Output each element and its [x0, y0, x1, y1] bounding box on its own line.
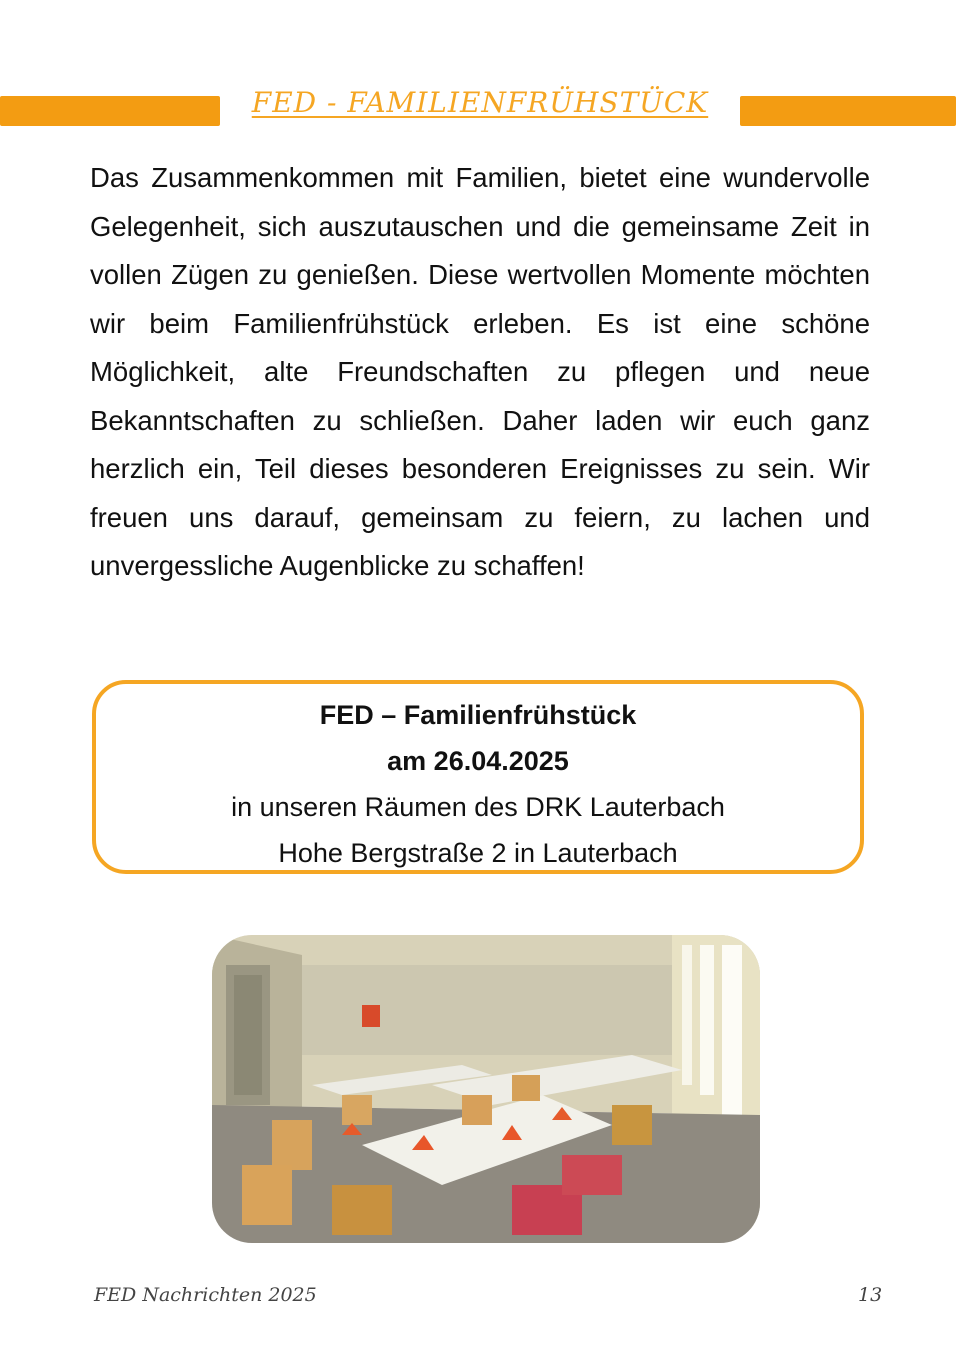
event-location: in unseren Räumen des DRK Lauterbach: [231, 792, 725, 822]
event-info-box: [92, 680, 864, 874]
footer-publication: FED Nachrichten 2025: [94, 1284, 317, 1306]
intro-paragraph: Das Zusammenkommen mit Familien, bietet eine wundervolle Gelegenheit, sich auszutauschen und die gemeinsame Zeit in vollen Zügen zu genießen. Diese wertvollen Momente möchten wir beim Familienfrühstück erleben. Es ist eine schöne Möglichkeit, alte Freundschaften zu pflegen und neue Bekanntschaften zu schließen. Daher laden wir euch ganz herzlich ein, Teil dieses besonderen Ereignisses zu sein. Wir freuen uns darauf, gemeinsam zu feiern, zu lachen und unvergessliche Augenblicke zu schaffen!: [90, 162, 870, 581]
header-bar-right: [740, 96, 956, 126]
breakfast-room-photo: [212, 935, 760, 1243]
header-bar-left: [0, 96, 220, 126]
event-address: Hohe Bergstraße 2 in Lauterbach: [278, 838, 678, 868]
page-title: FED - FAMILIENFRÜHSTÜCK: [251, 86, 709, 119]
page-number: 13: [858, 1284, 883, 1306]
event-name: FED – Familienfrühstück: [319, 700, 637, 730]
event-date: am 26.04.2025: [387, 746, 569, 776]
